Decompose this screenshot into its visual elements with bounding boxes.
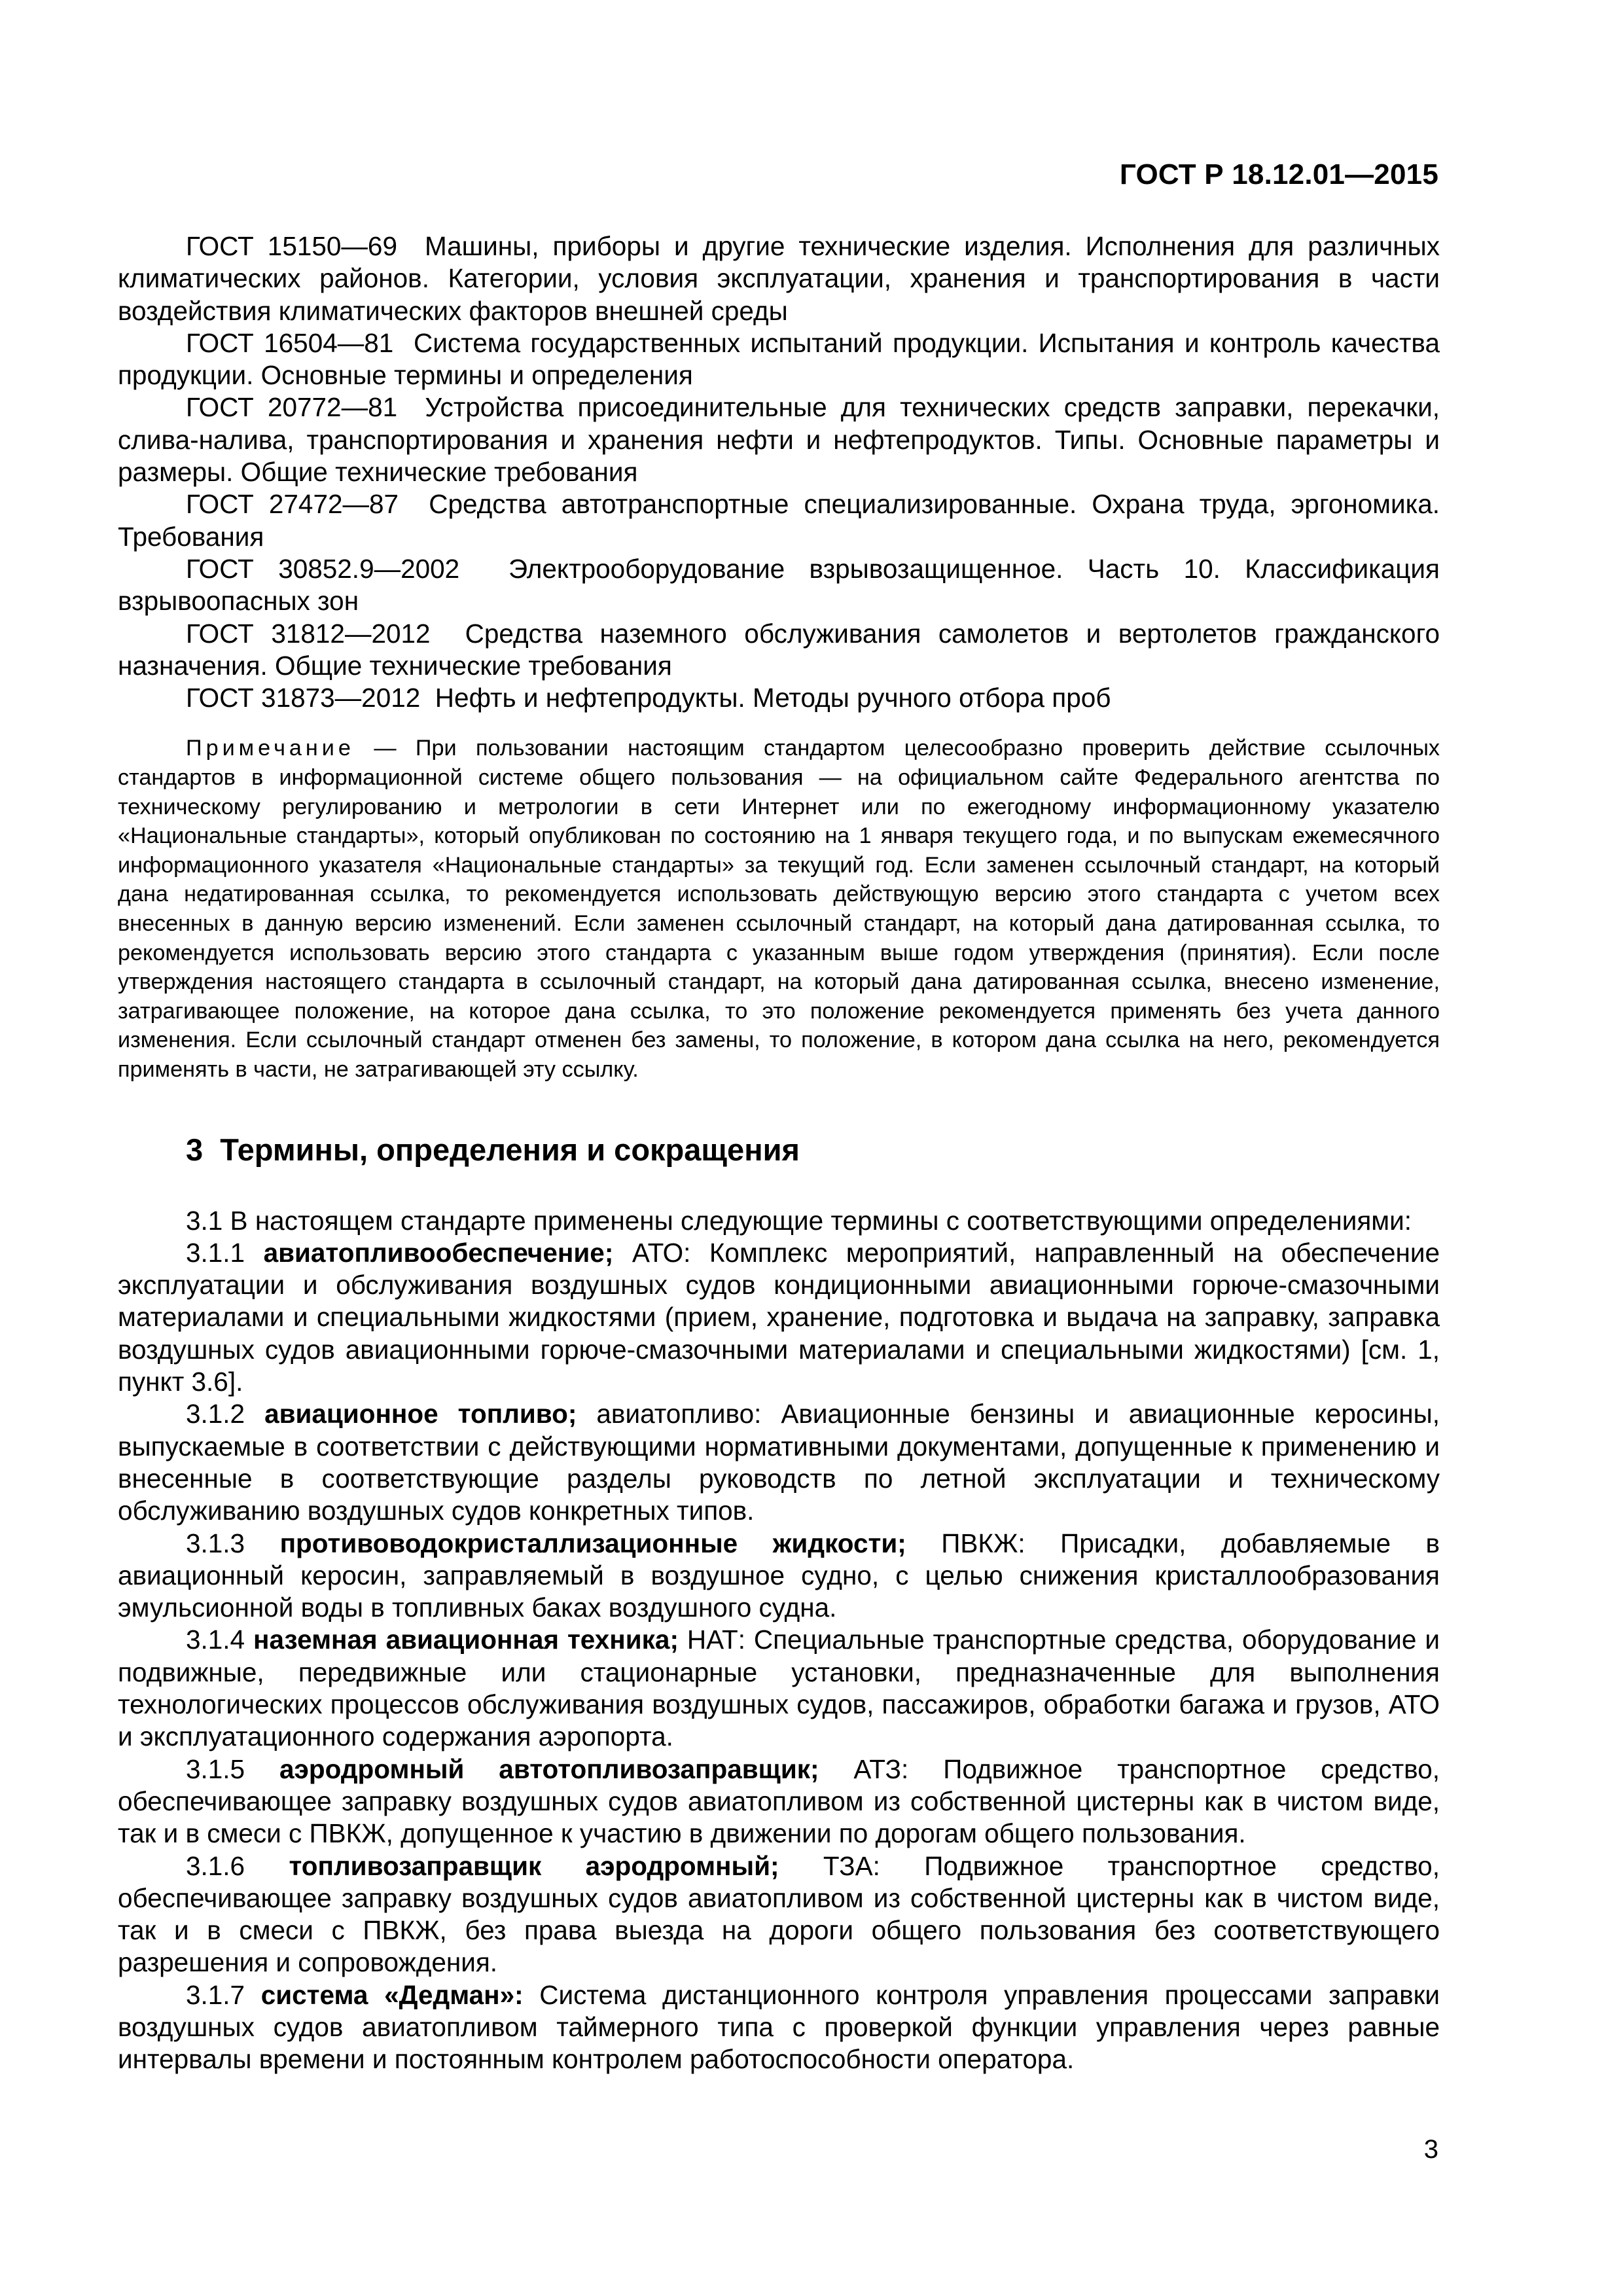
- reference-code: ГОСТ 30852.9—2002: [186, 553, 460, 584]
- term-number: 3.1.2: [186, 1399, 245, 1429]
- note-paragraph: [118, 734, 1440, 1084]
- term-number: 3.1.7: [186, 1979, 245, 2010]
- references-list: [118, 230, 1440, 714]
- term-number: 3.1.5: [186, 1753, 245, 1784]
- reference-title: Нефть и нефтепродукты. Методы ручного отбора проб: [435, 683, 1111, 713]
- term-name: противоводокристаллизационные жидкости;: [279, 1528, 906, 1558]
- reference-code: ГОСТ 31812—2012: [186, 618, 431, 649]
- term-abbreviation: НАТ:: [687, 1624, 745, 1655]
- term-entry: [118, 1237, 1440, 1398]
- term-abbreviation: ПВКЖ:: [941, 1528, 1026, 1558]
- reference-title: Средства наземного обслуживания самолетов и вертолетов гражданского назначения. Общие технические требования: [118, 618, 1440, 681]
- terms-list: [118, 1237, 1440, 2076]
- term-name: авиационное топливо;: [264, 1399, 577, 1429]
- reference-title: Устройства присоединительные для технических средств заправки, перекачки, слива-налива, транспортирования и хранения нефти и нефтепродуктов. Типы. Основные параметры и размеры. Общие технические требования: [118, 392, 1440, 488]
- note-block: [118, 734, 1440, 1084]
- reference-item: [118, 682, 1440, 714]
- term-entry: [118, 1624, 1440, 1753]
- reference-title: Средства автотранспортные специализированные. Охрана труда, эргономика. Требования: [118, 489, 1440, 552]
- standard-code-header: ГОСТ Р 18.12.01—2015: [1119, 158, 1438, 190]
- note-text: — При пользовании настоящим стандартом целесообразно проверить действие ссылочных стандартов в информационной системе общего пользования — на официальном сайте Федерального агентства по техническому регулированию и метрологии в сети Интернет или по ежегодному информационному указателю «Национальные стандарты», который опубликован по состоянию на 1 января текущего года, и по выпускам ежемесячного информационного указателя «Национальные стандарты» за текущий год. Если заменен ссылочный стандарт, на который дана недатированная ссылка, то рекомендуется использовать действующую версию этого стандарта с учетом всех внесенных в данную версию изменений. Если заменен ссылочный стандарт, на который дана датированная ссылка, то рекомендуется использовать версию этого стандарта с указанным выше годом утверждения (принятия). Если после утверждения настоящего стандарта в ссылочный стандарт, на который дана датированная ссылка, внесено изменение, затрагивающее положение, на которое дана ссылка, то это положение рекомендуется применять без учета данного изменения. Если ссылочный стандарт отменен без замены, то положение, в котором дана ссылка на него, рекомендуется применять в части, не затрагивающей эту ссылку.: [118, 736, 1440, 1082]
- page-content: [118, 230, 1440, 2076]
- reference-code: ГОСТ 20772—81: [186, 392, 398, 423]
- reference-item: [118, 327, 1440, 392]
- reference-item: [118, 391, 1440, 488]
- note-label: Примечание: [186, 736, 355, 761]
- section-heading: [118, 1132, 1440, 1168]
- reference-code: ГОСТ 31873—2012: [186, 683, 421, 713]
- term-entry: [118, 1398, 1440, 1527]
- term-name: авиатопливообеспечение;: [263, 1237, 614, 1268]
- term-definition: Комплекс мероприятий, направленный на обеспечение эксплуатации и обслуживания воздушных судов кондиционными авиационными горюче-смазочными материалами и специальными жидкостями (прием, хранение, подготовка и выдача на заправку, заправка воздушных судов авиационными горюче-смазочными материалами и специальными жидкостями) [см. 1, пункт 3.6].: [118, 1237, 1440, 1397]
- term-definition: Система дистанционного контроля управления процессами заправки воздушных судов авиатопливом таймерного типа с проверкой функции управления через равные интервалы времени и постоянным контролем работоспособности оператора.: [118, 1979, 1440, 2075]
- term-entry: [118, 1979, 1440, 2076]
- term-name: система «Дедман»:: [260, 1979, 524, 2010]
- term-definition: Подвижное транспортное средство, обеспечивающее заправку воздушных судов авиатопливом из собственной цистерны как в чистом виде, так и в смеси с ПВКЖ, допущенное к участию в движении по дорогам общего пользования.: [118, 1753, 1440, 1849]
- section-number: 3: [186, 1132, 204, 1167]
- term-entry: [118, 1753, 1440, 1850]
- reference-code: ГОСТ 15150—69: [186, 231, 397, 261]
- term-number: 3.1.6: [186, 1850, 245, 1881]
- reference-item: [118, 230, 1440, 327]
- term-name: аэродромный автотопливозаправщик;: [279, 1753, 819, 1784]
- term-definition: Подвижное транспортное средство, обеспечивающее заправку воздушных судов авиатопливом из собственной цистерны как в чистом виде, так и в смеси с ПВКЖ, без права выезда на дороги общего пользования без соответствующего разрешения и сопровождения.: [118, 1850, 1440, 1978]
- reference-title: Машины, приборы и другие технические изделия. Исполнения для различных климатических районов. Категории, условия эксплуатации, хранения и транспортирования в части воздействия климатических факторов внешней среды: [118, 231, 1440, 326]
- reference-code: ГОСТ 27472—87: [186, 489, 399, 520]
- term-abbreviation: АТО:: [632, 1237, 691, 1268]
- term-abbreviation: ТЗА:: [823, 1850, 880, 1881]
- reference-item: [118, 553, 1440, 618]
- term-name: наземная авиационная техника;: [253, 1624, 679, 1655]
- section-title: Термины, определения и сокращения: [220, 1132, 800, 1167]
- reference-title: Электрооборудование взрывозащищенное. Часть 10. Классификация взрывоопасных зон: [118, 553, 1440, 617]
- section-intro: 3.1 В настоящем стандарте применены следующие термины с соответствующими определениями:: [186, 1205, 1412, 1236]
- reference-title: Система государственных испытаний продукции. Испытания и контроль качества продукции. Основные термины и определения: [118, 327, 1440, 391]
- term-name: топливозаправщик аэродромный;: [289, 1850, 779, 1881]
- term-definition: Специальные транспортные средства, оборудование и подвижные, передвижные или стационарные установки, предназначенные для выполнения технологических процессов обслуживания воздушных судов, пассажиров, обработки багажа и грузов, АТО и эксплуатационного содержания аэропорта.: [118, 1624, 1440, 1752]
- reference-item: [118, 488, 1440, 553]
- term-definition: Авиационные бензины и авиационные керосины, выпускаемые в соответствии с действующими нормативными документами, допущенные к применению и внесенные в соответствующие разделы руководств по летной эксплуатации и техническому обслуживанию воздушных судов конкретных типов.: [118, 1399, 1440, 1526]
- term-number: 3.1.3: [186, 1528, 245, 1558]
- reference-item: [118, 618, 1440, 683]
- page-number: 3: [1423, 2135, 1438, 2164]
- term-abbreviation: авиатопливо:: [596, 1399, 762, 1429]
- term-number: 3.1.1: [186, 1237, 245, 1268]
- reference-code: ГОСТ 16504—81: [186, 327, 394, 358]
- term-number: 3.1.4: [186, 1624, 245, 1655]
- term-definition: Присадки, добавляемые в авиационный керосин, заправляемый в воздушное судно, с целью снижения кристаллообразования эмульсионной воды в топливных баках воздушного судна.: [118, 1528, 1440, 1623]
- term-entry: [118, 1528, 1440, 1624]
- term-abbreviation: АТЗ:: [853, 1753, 909, 1784]
- term-entry: [118, 1850, 1440, 1979]
